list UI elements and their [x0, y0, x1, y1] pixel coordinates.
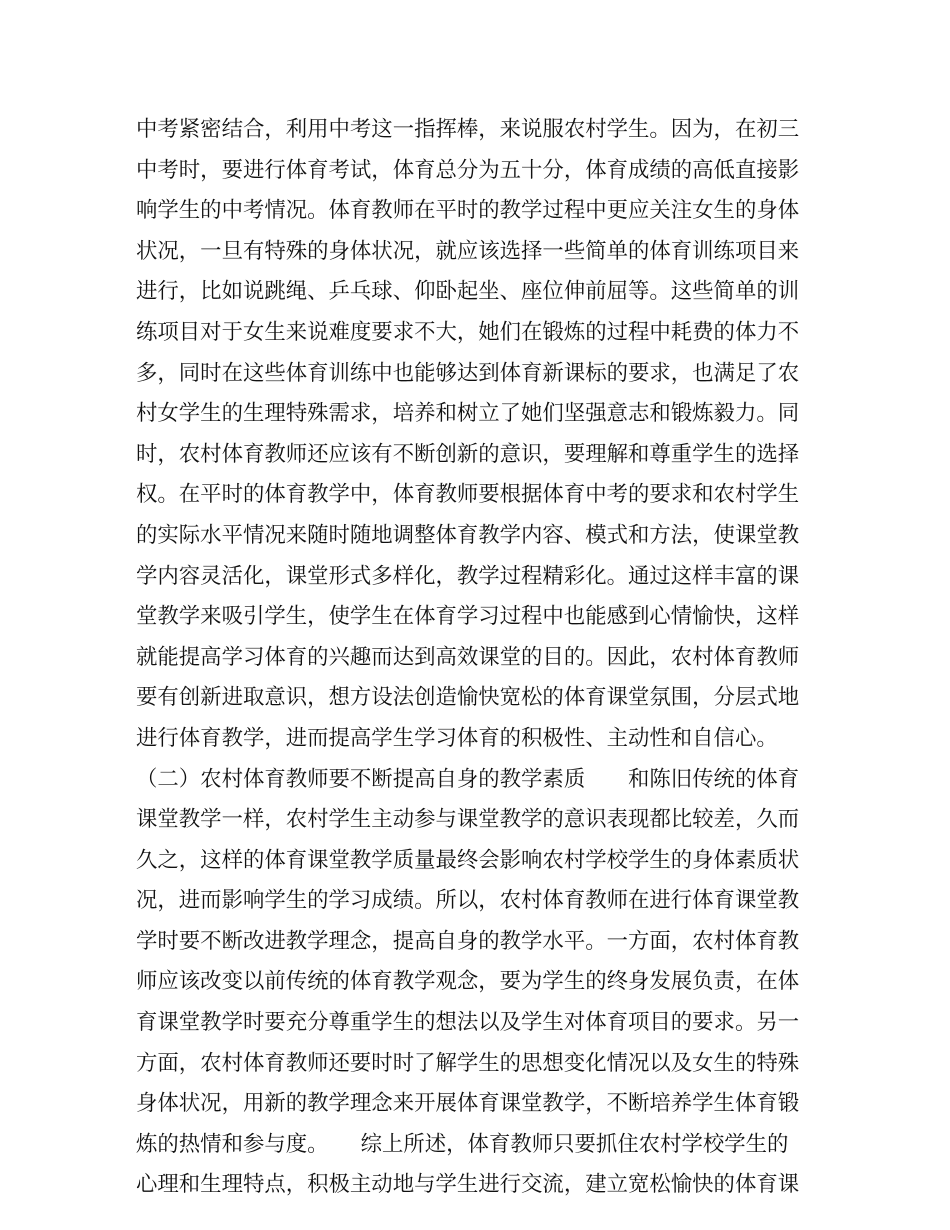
section-heading-line: （二）农村体育教师要不断提高自身的教学素质 和陈旧传统的体育 — [136, 766, 800, 792]
text-line: 学内容灵活化，课堂形式多样化，教学过程精彩化。通过这样丰富的课 — [136, 563, 800, 589]
text-line: 进行，比如说跳绳、乒乓球、仰卧起坐、座位伸前屈等。这些简单的训 — [136, 279, 800, 305]
text-line: 学时要不断改进教学理念，提高自身的教学水平。一方面，农村体育教 — [136, 928, 800, 954]
text-line: 师应该改变以前传统的体育教学观念，要为学生的终身发展负责，在体 — [136, 969, 800, 995]
text-line: 进行体育教学，进而提高学生学习体育的积极性、主动性和自信心。 — [136, 725, 778, 751]
text-line: 村女学生的生理特殊需求，培养和树立了她们坚强意志和锻炼毅力。同 — [136, 401, 800, 427]
text-line: 权。在平时的体育教学中，体育教师要根据体育中考的要求和农村学生 — [136, 482, 800, 508]
text-line: 状况，一旦有特殊的身体状况，就应该选择一些简单的体育训练项目来 — [136, 238, 800, 264]
text-line: 要有创新进取意识，想方设法创造愉快宽松的体育课堂氛围，分层式地 — [136, 685, 800, 711]
body-text — [136, 110, 826, 1206]
text-line: 的实际水平情况来随时随地调整体育教学内容、模式和方法，使课堂教 — [136, 522, 800, 548]
text-line: 况，进而影响学生的学习成绩。所以，农村体育教师在进行体育课堂教 — [136, 888, 800, 914]
text-line: 方面，农村体育教师还要时时了解学生的思想变化情况以及女生的特殊 — [136, 1050, 800, 1076]
text-line: 育课堂教学时要充分尊重学生的想法以及学生对体育项目的要求。另一 — [136, 1010, 800, 1036]
text-line: 堂教学来吸引学生，使学生在体育学习过程中也能感到心情愉快，这样 — [136, 604, 800, 630]
text-line: 就能提高学习体育的兴趣而达到高效课堂的目的。因此，农村体育教师 — [136, 644, 800, 670]
text-line: 中考紧密结合，利用中考这一指挥棒，来说服农村学生。因为，在初三 — [136, 117, 800, 142]
text-line: 时，农村体育教师还应该有不断创新的意识，要理解和尊重学生的选择 — [136, 441, 800, 467]
text-line: 课堂教学一样，农村学生主动参与课堂教学的意识表现都比较差，久而 — [136, 807, 800, 833]
text-line: 炼的热情和参与度。 综上所述，体育教师只要抓住农村学校学生的 — [136, 1131, 789, 1157]
text-line: 中考时，要进行体育考试，体育总分为五十分，体育成绩的高低直接影 — [136, 157, 800, 183]
text-line: 多，同时在这些体育训练中也能够达到体育新课标的要求，也满足了农 — [136, 360, 800, 386]
text-line: 练项目对于女生来说难度要求不大，她们在锻炼的过程中耗费的体力不 — [136, 319, 800, 345]
text-line: 心理和生理特点，积极主动地与学生进行交流，建立宽松愉快的体育课 — [136, 1172, 800, 1198]
text-line: 身体状况，用新的教学理念来开展体育课堂教学，不断培养学生体育锻 — [136, 1091, 800, 1117]
text-line: 久之，这样的体育课堂教学质量最终会影响农村学校学生的身体素质状 — [136, 847, 800, 873]
text-line: 响学生的中考情况。体育教师在平时的教学过程中更应关注女生的身体 — [136, 198, 800, 224]
